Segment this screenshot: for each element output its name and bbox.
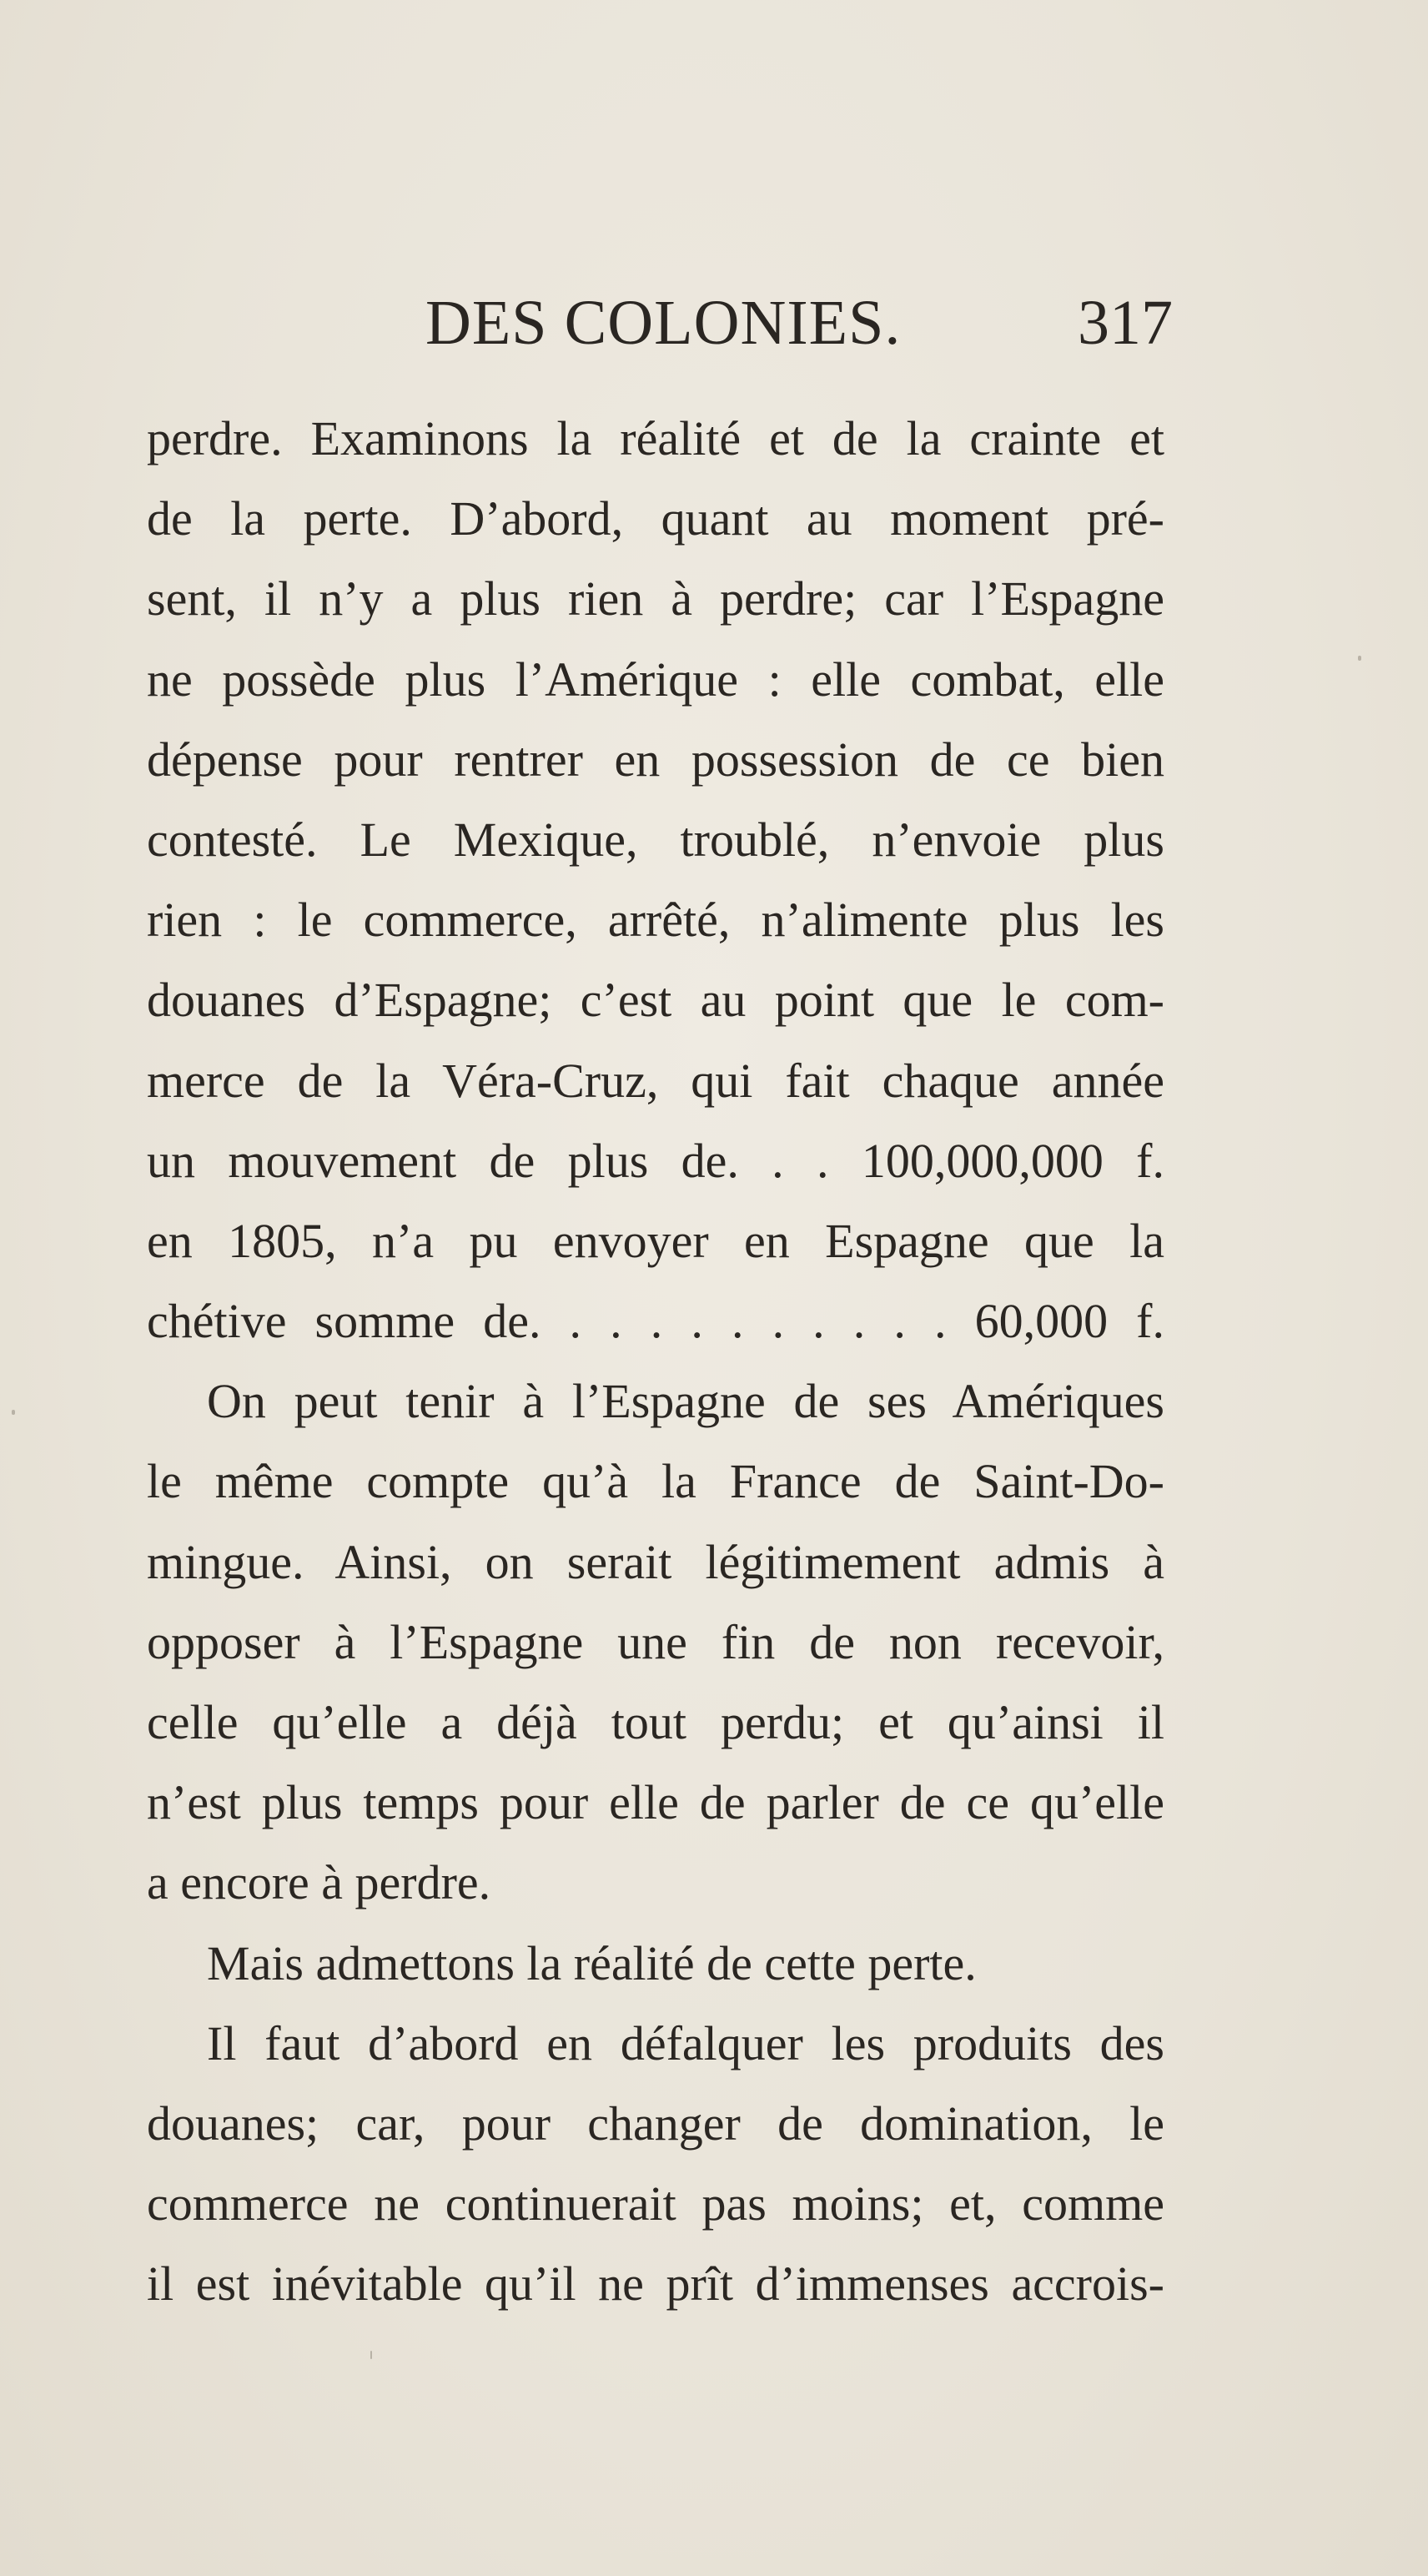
- text-line-8: douanes d’Espagne; c’est au point que le com-: [147, 973, 1164, 1028]
- text-line-24: il est inévitable qu’il ne prît d’immenses accrois-: [147, 2257, 1164, 2312]
- page-header: [0, 285, 1428, 360]
- text-line-12: chétive somme de. . . . . . . . . . . 60,000 f.: [147, 1294, 1164, 1349]
- text-line-10: un mouvement de plus de. . . 100,000,000 f.: [147, 1133, 1164, 1188]
- text-line-15: mingue. Ainsi, on serait légitimement admis à: [147, 1534, 1164, 1589]
- body-text: [147, 399, 1164, 2325]
- text-line-3: sent, il n’y a plus rien à perdre; car l’Espagne: [147, 571, 1164, 626]
- paper-speck: [12, 1410, 15, 1415]
- text-line-23: commerce ne continuerait pas moins; et, comme: [147, 2176, 1164, 2231]
- text-line-9: merce de la Véra-Cruz, qui fait chaque année: [147, 1053, 1164, 1108]
- page-number: 317: [1078, 288, 1173, 358]
- text-line-13: On peut tenir à l’Espagne de ses Amériques: [207, 1374, 1164, 1429]
- paper-speck: [1358, 656, 1361, 661]
- text-line-21: Il faut d’abord en défalquer les produits des: [207, 2015, 1164, 2070]
- text-line-16: opposer à l’Espagne une fin de non recevoir,: [147, 1614, 1164, 1669]
- paper-speck: [370, 2351, 372, 2359]
- text-line-11: en 1805, n’a pu envoyer en Espagne que la: [147, 1213, 1164, 1268]
- text-line-20: Mais admettons la réalité de cette perte.: [207, 1935, 977, 1990]
- text-line-2: de la perte. D’abord, quant au moment pré-: [147, 491, 1164, 546]
- text-line-7: rien : le commerce, arrêté, n’alimente plus les: [147, 893, 1164, 948]
- text-line-22: douanes; car, pour changer de domination, le: [147, 2096, 1164, 2151]
- text-line-1: perdre. Examinons la réalité et de la crainte et: [147, 411, 1164, 465]
- text-line-19: a encore à perdre.: [147, 1855, 491, 1910]
- text-line-14: le même compte qu’à la France de Saint-Do-: [147, 1454, 1164, 1509]
- text-line-17: celle qu’elle a déjà tout perdu; et qu’ainsi il: [147, 1695, 1164, 1749]
- text-line-6: contesté. Le Mexique, troublé, n’envoie plus: [147, 812, 1164, 867]
- text-line-5: dépense pour rentrer en possession de ce bien: [147, 732, 1164, 787]
- running-title: DES COLONIES.: [425, 288, 902, 358]
- text-line-18: n’est plus temps pour elle de parler de ce qu’elle: [147, 1775, 1164, 1830]
- text-line-4: ne possède plus l’Amérique : elle combat, elle: [147, 652, 1164, 707]
